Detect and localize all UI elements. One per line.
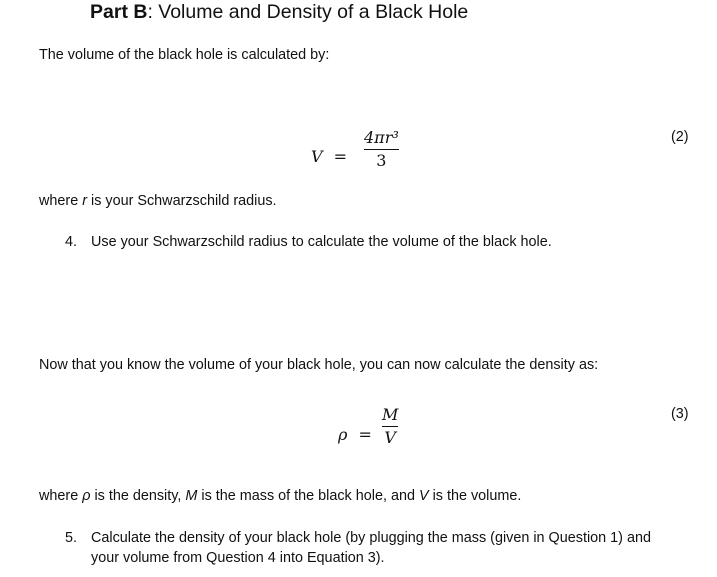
section-title: [90, 1, 468, 24]
fraction-denominator: 3: [376, 151, 387, 171]
volume-symbol-2: V: [418, 488, 429, 504]
fraction-bar: [364, 149, 399, 150]
where-prefix: where: [39, 193, 83, 209]
equals-sign-3: =: [358, 425, 372, 444]
where-suffix: is your Schwarzschild radius.: [87, 193, 277, 209]
fraction-numerator-3: M: [382, 405, 399, 424]
mass-symbol: M: [185, 488, 198, 504]
where-r-text: [39, 193, 277, 209]
equation-3-number: (3): [671, 406, 689, 422]
where-rho-prefix: where: [39, 488, 83, 504]
equals-sign: =: [333, 147, 348, 166]
question-4: [65, 234, 552, 250]
question-5: [65, 530, 651, 546]
fraction-denominator-3: V: [384, 428, 396, 448]
radius-symbol: r: [82, 193, 87, 209]
question-4-number: 4.: [65, 234, 78, 250]
equation-3-fraction: [382, 406, 398, 447]
density-intro-text: Now that you know the volume of your black hole, you can now calculate the density as:: [39, 357, 599, 373]
where-rho-mid2: is the mass of the black hole, and: [197, 488, 419, 504]
question-5-line-1: Calculate the density of your black hole (by plugging the mass (given in Question 1) and: [91, 530, 651, 546]
where-rho-text: [39, 488, 521, 504]
question-5-number: 5.: [65, 530, 78, 546]
intro-text: The volume of the black hole is calculated by:: [39, 47, 330, 63]
question-5-line-2: your volume from Question 4 into Equation 3).: [91, 550, 385, 566]
question-4-text: Use your Schwarzschild radius to calculate the volume of the black hole.: [91, 234, 552, 250]
equation-2-fraction: [364, 129, 399, 170]
fraction-bar-3: [382, 426, 398, 427]
volume-symbol: V: [311, 147, 323, 166]
density-symbol: ρ: [338, 425, 348, 444]
equation-2-number: (2): [671, 129, 689, 145]
equation-3-lhs: [338, 425, 372, 444]
section-title-text: : Volume and Density of a Black Hole: [147, 1, 469, 23]
part-label: Part B: [90, 1, 148, 23]
rho-symbol: ρ: [82, 488, 91, 504]
fraction-numerator: 4πr³: [364, 128, 399, 147]
where-rho-mid1: is the density,: [90, 488, 186, 504]
where-rho-suffix: is the volume.: [428, 488, 522, 504]
equation-2-lhs: [311, 147, 347, 166]
